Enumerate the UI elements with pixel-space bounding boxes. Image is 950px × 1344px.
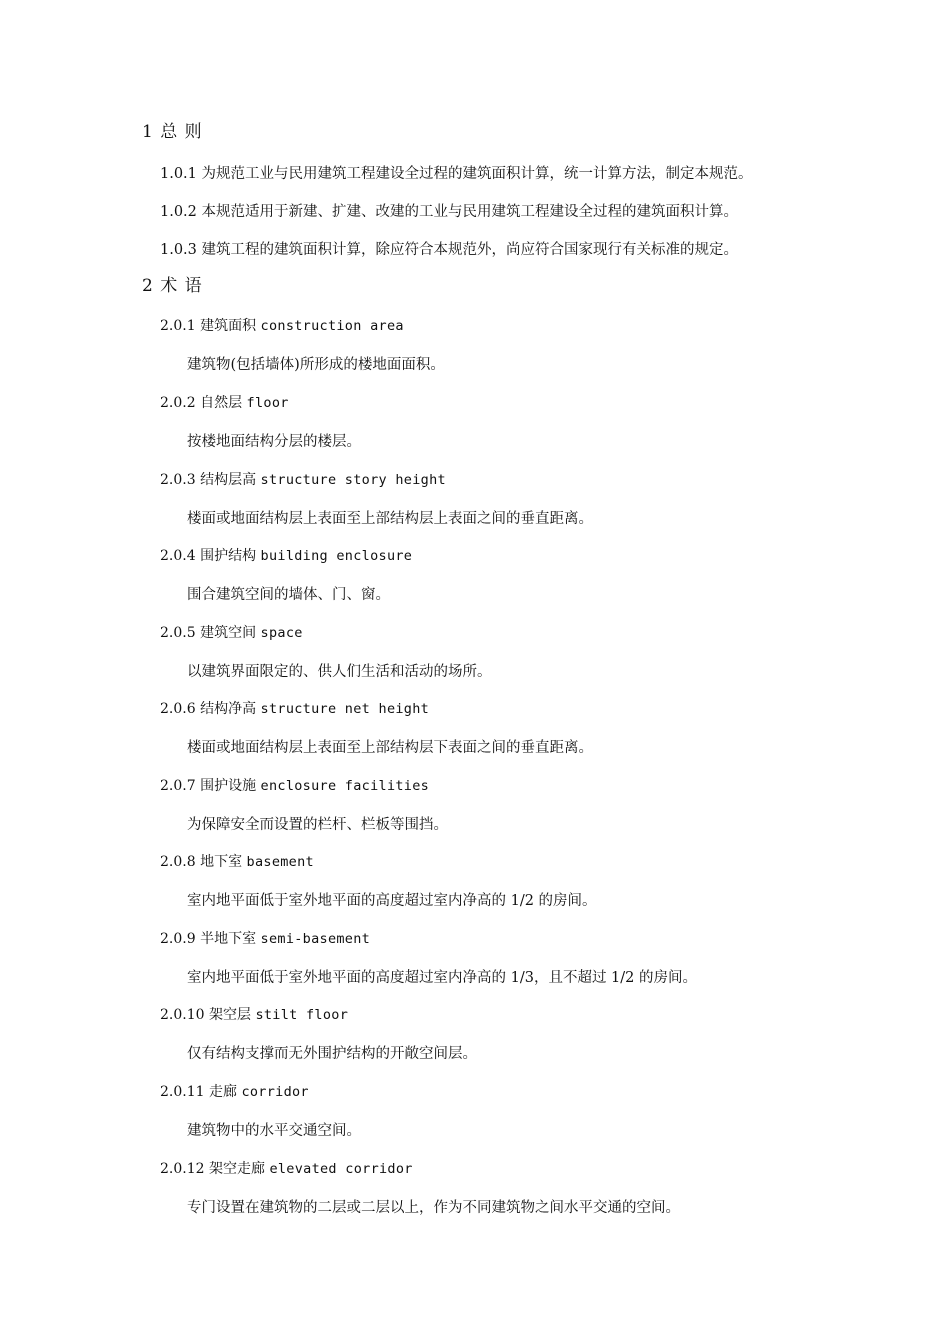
term-heading [160, 622, 303, 642]
term-definition: 室内地平面低于室外地平面的高度超过室内净高的 1/2 的房间。 [187, 893, 597, 909]
term-name: 建筑面积 [200, 318, 257, 334]
term-name: 建筑空间 [200, 625, 257, 641]
term-name: 地下室 [200, 854, 243, 870]
term-number: 2.0.7 [160, 778, 196, 794]
term-number: 2.0.8 [160, 854, 196, 870]
term-english: elevated corridor [269, 1161, 413, 1177]
term-name: 架空层 [208, 1007, 251, 1023]
term-english: basement [246, 854, 314, 870]
term-heading [160, 545, 412, 565]
term-english: stilt floor [255, 1007, 349, 1023]
term-english: space [260, 625, 303, 641]
clause-1-0-1: 1.0.1 为规范工业与民用建筑工程建设全过程的建筑面积计算，统一计算方法，制定本规范。 [160, 166, 753, 182]
term-definition: 楼面或地面结构层上表面至上部结构层下表面之间的垂直距离。 [187, 740, 593, 756]
term-name: 半地下室 [200, 931, 257, 947]
term-definition: 建筑物中的水平交通空间。 [187, 1123, 361, 1139]
term-english: semi-basement [260, 931, 371, 947]
chapter-1-heading: 1 总 则 [142, 122, 203, 142]
term-heading [160, 1004, 348, 1024]
term-definition: 仅有结构支撑而无外围护结构的开敞空间层。 [187, 1046, 477, 1062]
term-heading [160, 392, 289, 412]
term-heading [160, 315, 404, 335]
term-english: floor [246, 395, 289, 411]
term-number: 2.0.5 [160, 625, 196, 641]
term-number: 2.0.10 [160, 1007, 205, 1023]
term-definition: 室内地平面低于室外地平面的高度超过室内净高的 1/3，且不超过 1/2 的房间。 [187, 970, 697, 986]
term-name: 结构层高 [200, 472, 257, 488]
term-name: 走廊 [208, 1084, 237, 1100]
term-name: 结构净高 [200, 701, 257, 717]
term-number: 2.0.4 [160, 548, 196, 564]
term-english: structure story height [260, 472, 446, 488]
term-name: 围护结构 [200, 548, 257, 564]
term-heading [160, 851, 314, 871]
term-heading [160, 469, 446, 489]
clause-1-0-2: 1.0.2 本规范适用于新建、扩建、改建的工业与民用建筑工程建设全过程的建筑面积计算。 [160, 204, 738, 220]
term-english: corridor [241, 1084, 309, 1100]
term-number: 2.0.6 [160, 701, 196, 717]
term-number: 2.0.1 [160, 318, 196, 334]
term-english: construction area [260, 318, 404, 334]
term-english: building enclosure [260, 548, 413, 564]
term-number: 2.0.3 [160, 472, 196, 488]
term-number: 2.0.12 [160, 1161, 205, 1177]
term-definition: 以建筑界面限定的、供人们生活和活动的场所。 [187, 664, 492, 680]
term-heading [160, 1158, 413, 1178]
term-number: 2.0.9 [160, 931, 196, 947]
term-name: 围护设施 [200, 778, 257, 794]
term-definition: 围合建筑空间的墙体、门、窗。 [187, 587, 390, 603]
term-number: 2.0.2 [160, 395, 196, 411]
term-name: 自然层 [200, 395, 243, 411]
term-heading [160, 775, 429, 795]
term-definition: 专门设置在建筑物的二层或二层以上，作为不同建筑物之间水平交通的空间。 [187, 1200, 680, 1216]
term-definition: 楼面或地面结构层上表面至上部结构层上表面之间的垂直距离。 [187, 511, 593, 527]
term-heading [160, 1081, 309, 1101]
term-heading [160, 928, 370, 948]
clause-1-0-3: 1.0.3 建筑工程的建筑面积计算，除应符合本规范外，尚应符合国家现行有关标准的规定。 [160, 242, 738, 258]
term-english: enclosure facilities [260, 778, 430, 794]
term-english: structure net height [260, 701, 430, 717]
term-definition: 为保障安全而设置的栏杆、栏板等围挡。 [187, 817, 448, 833]
term-definition: 按楼地面结构分层的楼层。 [187, 434, 361, 450]
term-heading [160, 698, 429, 718]
chapter-2-heading: 2 术 语 [142, 276, 203, 296]
term-definition: 建筑物(包括墙体)所形成的楼地面面积。 [187, 357, 445, 373]
term-name: 架空走廊 [208, 1161, 265, 1177]
term-number: 2.0.11 [160, 1084, 205, 1100]
